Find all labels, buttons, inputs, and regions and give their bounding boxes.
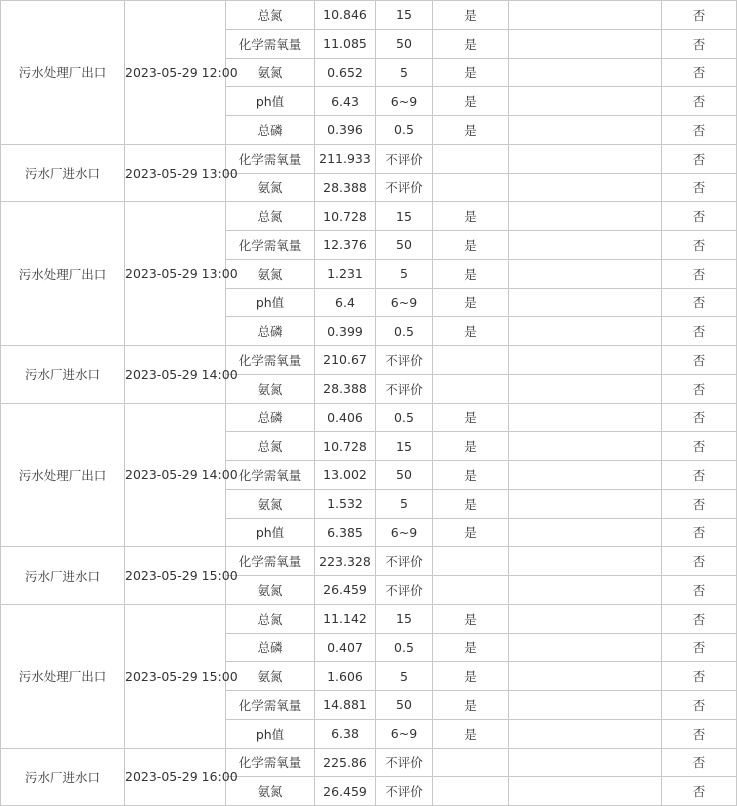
- compliant-cell: [433, 173, 509, 202]
- compliant-cell: 是: [433, 461, 509, 490]
- measured-value-cell: 28.388: [315, 374, 376, 403]
- compliant-cell: 是: [433, 604, 509, 633]
- standard-limit-cell: 0.5: [376, 317, 433, 346]
- pollutant-cell: 氨氮: [226, 576, 315, 605]
- compliant-cell: [433, 547, 509, 576]
- pollutant-cell: 氨氮: [226, 173, 315, 202]
- measured-value-cell: 10.728: [315, 432, 376, 461]
- measured-value-cell: 0.407: [315, 633, 376, 662]
- measured-value-cell: 10.846: [315, 1, 376, 30]
- time-cell: 2023-05-29 16:00: [125, 748, 226, 806]
- exceed-cell: 否: [662, 173, 737, 202]
- standard-limit-cell: 不评价: [376, 547, 433, 576]
- compliant-cell: 是: [433, 87, 509, 116]
- measured-value-cell: 0.652: [315, 58, 376, 87]
- note-cell: [509, 633, 662, 662]
- compliant-cell: [433, 374, 509, 403]
- standard-limit-cell: 5: [376, 489, 433, 518]
- time-cell: 2023-05-29 14:00: [125, 346, 226, 404]
- measured-value-cell: 26.459: [315, 576, 376, 605]
- table-row: [1, 547, 737, 576]
- pollutant-cell: 化学需氧量: [226, 144, 315, 173]
- note-cell: [509, 173, 662, 202]
- compliant-cell: 是: [433, 403, 509, 432]
- standard-limit-cell: 不评价: [376, 777, 433, 806]
- compliant-cell: [433, 576, 509, 605]
- site-cell: 污水厂进水口: [1, 547, 125, 605]
- site-cell: 污水处理厂出口: [1, 1, 125, 145]
- pollutant-cell: 总氮: [226, 604, 315, 633]
- pollutant-cell: 化学需氧量: [226, 748, 315, 777]
- note-cell: [509, 691, 662, 720]
- pollutant-cell: 化学需氧量: [226, 691, 315, 720]
- exceed-cell: 否: [662, 58, 737, 87]
- compliant-cell: [433, 748, 509, 777]
- pollutant-cell: ph值: [226, 288, 315, 317]
- pollutant-cell: 化学需氧量: [226, 461, 315, 490]
- note-cell: [509, 1, 662, 30]
- table-row: [1, 604, 737, 633]
- exceed-cell: 否: [662, 662, 737, 691]
- note-cell: [509, 719, 662, 748]
- pollutant-cell: ph值: [226, 719, 315, 748]
- standard-limit-cell: 不评价: [376, 346, 433, 375]
- standard-limit-cell: 0.5: [376, 403, 433, 432]
- note-cell: [509, 29, 662, 58]
- note-cell: [509, 432, 662, 461]
- measured-value-cell: 11.085: [315, 29, 376, 58]
- compliant-cell: 是: [433, 662, 509, 691]
- exceed-cell: 否: [662, 719, 737, 748]
- exceed-cell: 否: [662, 144, 737, 173]
- pollutant-cell: 化学需氧量: [226, 231, 315, 260]
- compliant-cell: [433, 777, 509, 806]
- exceed-cell: 否: [662, 461, 737, 490]
- pollutant-cell: 总磷: [226, 633, 315, 662]
- note-cell: [509, 748, 662, 777]
- time-cell: 2023-05-29 14:00: [125, 403, 226, 547]
- measured-value-cell: 0.396: [315, 116, 376, 145]
- compliant-cell: 是: [433, 633, 509, 662]
- measured-value-cell: 14.881: [315, 691, 376, 720]
- standard-limit-cell: 15: [376, 202, 433, 231]
- standard-limit-cell: 50: [376, 29, 433, 58]
- note-cell: [509, 58, 662, 87]
- pollutant-cell: ph值: [226, 87, 315, 116]
- standard-limit-cell: 0.5: [376, 116, 433, 145]
- exceed-cell: 否: [662, 1, 737, 30]
- exceed-cell: 否: [662, 547, 737, 576]
- exceed-cell: 否: [662, 748, 737, 777]
- pollutant-cell: 氨氮: [226, 662, 315, 691]
- compliant-cell: 是: [433, 691, 509, 720]
- table-row: [1, 144, 737, 173]
- compliant-cell: 是: [433, 259, 509, 288]
- exceed-cell: 否: [662, 403, 737, 432]
- site-cell: 污水厂进水口: [1, 144, 125, 202]
- measured-value-cell: 6.38: [315, 719, 376, 748]
- note-cell: [509, 231, 662, 260]
- exceed-cell: 否: [662, 288, 737, 317]
- standard-limit-cell: 0.5: [376, 633, 433, 662]
- measured-value-cell: 0.406: [315, 403, 376, 432]
- standard-limit-cell: 50: [376, 461, 433, 490]
- standard-limit-cell: 6~9: [376, 87, 433, 116]
- note-cell: [509, 346, 662, 375]
- standard-limit-cell: 不评价: [376, 374, 433, 403]
- site-cell: 污水处理厂出口: [1, 403, 125, 547]
- exceed-cell: 否: [662, 202, 737, 231]
- pollutant-cell: 化学需氧量: [226, 29, 315, 58]
- note-cell: [509, 662, 662, 691]
- compliant-cell: 是: [433, 432, 509, 461]
- standard-limit-cell: 5: [376, 259, 433, 288]
- standard-limit-cell: 50: [376, 691, 433, 720]
- standard-limit-cell: 15: [376, 604, 433, 633]
- note-cell: [509, 518, 662, 547]
- compliant-cell: 是: [433, 288, 509, 317]
- measured-value-cell: 0.399: [315, 317, 376, 346]
- compliant-cell: 是: [433, 29, 509, 58]
- compliant-cell: 是: [433, 317, 509, 346]
- exceed-cell: 否: [662, 346, 737, 375]
- pollutant-cell: 氨氮: [226, 489, 315, 518]
- standard-limit-cell: 不评价: [376, 576, 433, 605]
- note-cell: [509, 604, 662, 633]
- site-cell: 污水厂进水口: [1, 346, 125, 404]
- exceed-cell: 否: [662, 518, 737, 547]
- note-cell: [509, 202, 662, 231]
- measured-value-cell: 1.231: [315, 259, 376, 288]
- compliant-cell: 是: [433, 1, 509, 30]
- pollutant-cell: 总磷: [226, 116, 315, 145]
- compliant-cell: 是: [433, 58, 509, 87]
- standard-limit-cell: 不评价: [376, 173, 433, 202]
- exceed-cell: 否: [662, 633, 737, 662]
- exceed-cell: 否: [662, 374, 737, 403]
- measured-value-cell: 10.728: [315, 202, 376, 231]
- measured-value-cell: 11.142: [315, 604, 376, 633]
- measured-value-cell: 6.385: [315, 518, 376, 547]
- note-cell: [509, 144, 662, 173]
- note-cell: [509, 374, 662, 403]
- table-row: [1, 346, 737, 375]
- standard-limit-cell: 5: [376, 58, 433, 87]
- measured-value-cell: 223.328: [315, 547, 376, 576]
- standard-limit-cell: 6~9: [376, 518, 433, 547]
- pollutant-cell: 总磷: [226, 403, 315, 432]
- measured-value-cell: 211.933: [315, 144, 376, 173]
- note-cell: [509, 547, 662, 576]
- measured-value-cell: 26.459: [315, 777, 376, 806]
- note-cell: [509, 576, 662, 605]
- compliant-cell: 是: [433, 116, 509, 145]
- note-cell: [509, 116, 662, 145]
- exceed-cell: 否: [662, 29, 737, 58]
- note-cell: [509, 777, 662, 806]
- measured-value-cell: 225.86: [315, 748, 376, 777]
- note-cell: [509, 461, 662, 490]
- exceed-cell: 否: [662, 116, 737, 145]
- compliant-cell: 是: [433, 231, 509, 260]
- exceed-cell: 否: [662, 576, 737, 605]
- standard-limit-cell: 6~9: [376, 288, 433, 317]
- pollutant-cell: 氨氮: [226, 777, 315, 806]
- pollutant-cell: 总氮: [226, 1, 315, 30]
- pollutant-cell: 氨氮: [226, 58, 315, 87]
- compliant-cell: 是: [433, 719, 509, 748]
- exceed-cell: 否: [662, 87, 737, 116]
- pollutant-cell: 总磷: [226, 317, 315, 346]
- exceed-cell: 否: [662, 691, 737, 720]
- pollutant-cell: 总氮: [226, 432, 315, 461]
- note-cell: [509, 87, 662, 116]
- pollutant-cell: 化学需氧量: [226, 346, 315, 375]
- time-cell: 2023-05-29 12:00: [125, 1, 226, 145]
- site-cell: 污水处理厂出口: [1, 604, 125, 748]
- pollutant-cell: 氨氮: [226, 259, 315, 288]
- time-cell: 2023-05-29 13:00: [125, 144, 226, 202]
- pollutant-cell: 总氮: [226, 202, 315, 231]
- time-cell: 2023-05-29 15:00: [125, 547, 226, 605]
- measured-value-cell: 6.43: [315, 87, 376, 116]
- pollutant-cell: 化学需氧量: [226, 547, 315, 576]
- measured-value-cell: 6.4: [315, 288, 376, 317]
- table-row: [1, 1, 737, 30]
- measured-value-cell: 210.67: [315, 346, 376, 375]
- note-cell: [509, 259, 662, 288]
- site-cell: 污水厂进水口: [1, 748, 125, 806]
- exceed-cell: 否: [662, 604, 737, 633]
- measured-value-cell: 1.606: [315, 662, 376, 691]
- standard-limit-cell: 不评价: [376, 748, 433, 777]
- exceed-cell: 否: [662, 432, 737, 461]
- table-row: [1, 748, 737, 777]
- exceed-cell: 否: [662, 489, 737, 518]
- note-cell: [509, 288, 662, 317]
- table-row: [1, 403, 737, 432]
- compliant-cell: 是: [433, 489, 509, 518]
- measured-value-cell: 12.376: [315, 231, 376, 260]
- pollutant-cell: 氨氮: [226, 374, 315, 403]
- standard-limit-cell: 6~9: [376, 719, 433, 748]
- compliant-cell: 是: [433, 202, 509, 231]
- compliant-cell: [433, 144, 509, 173]
- pollutant-cell: ph值: [226, 518, 315, 547]
- monitoring-table-body: [1, 1, 737, 806]
- note-cell: [509, 317, 662, 346]
- exceed-cell: 否: [662, 259, 737, 288]
- measured-value-cell: 1.532: [315, 489, 376, 518]
- exceed-cell: 否: [662, 231, 737, 260]
- exceed-cell: 否: [662, 317, 737, 346]
- time-cell: 2023-05-29 15:00: [125, 604, 226, 748]
- standard-limit-cell: 15: [376, 1, 433, 30]
- standard-limit-cell: 5: [376, 662, 433, 691]
- site-cell: 污水处理厂出口: [1, 202, 125, 346]
- compliant-cell: [433, 346, 509, 375]
- note-cell: [509, 489, 662, 518]
- standard-limit-cell: 不评价: [376, 144, 433, 173]
- standard-limit-cell: 15: [376, 432, 433, 461]
- standard-limit-cell: 50: [376, 231, 433, 260]
- measured-value-cell: 28.388: [315, 173, 376, 202]
- table-row: [1, 202, 737, 231]
- time-cell: 2023-05-29 13:00: [125, 202, 226, 346]
- exceed-cell: 否: [662, 777, 737, 806]
- measured-value-cell: 13.002: [315, 461, 376, 490]
- note-cell: [509, 403, 662, 432]
- compliant-cell: 是: [433, 518, 509, 547]
